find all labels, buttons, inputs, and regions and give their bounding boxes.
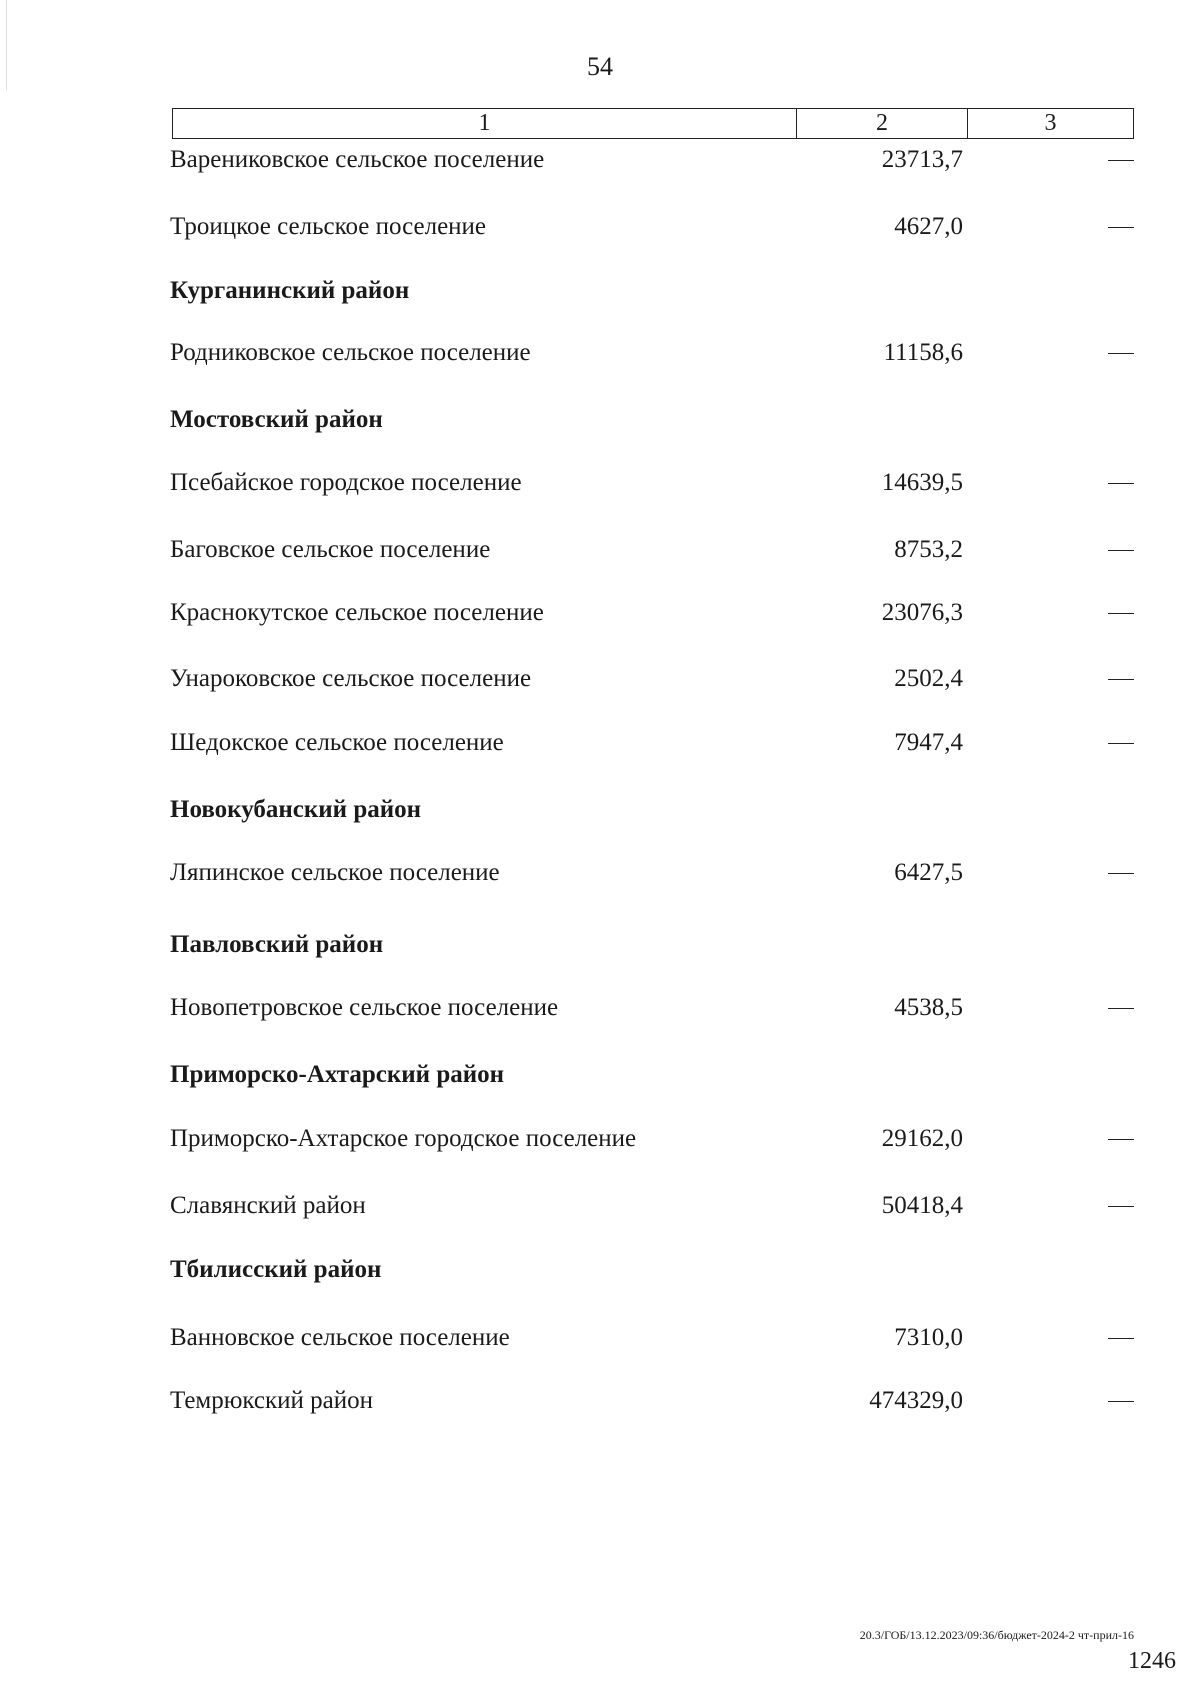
empty-cell-dash [1108,873,1134,874]
settlement-name: Ванновское сельское поселение [170,1324,510,1351]
amount-value: 4538,5 [894,994,963,1021]
settlement-name: Новопетровское сельское поселение [170,994,559,1021]
district-heading-row [0,793,1200,827]
settlement-name: Псебайское городское поселение [170,469,522,496]
settlement-name: Приморско-Ахтарское городское поселение [170,1125,637,1152]
amount-value: 23076,3 [881,599,963,626]
amount-value: 29162,0 [881,1125,963,1152]
empty-cell-dash [1108,1008,1134,1009]
district-name: Тбилисский район [170,1256,382,1283]
amount-value: 11158,6 [883,339,963,366]
column-header-row [172,108,1134,139]
table-row [0,662,1200,696]
amount-value: 14639,5 [881,469,963,496]
page-number: 54 [587,52,613,81]
empty-cell-dash [1108,483,1134,484]
settlement-name: Родниковское сельское поселение [170,339,531,366]
amount-value: 6427,5 [894,859,963,886]
amount-value: 7947,4 [894,729,963,756]
column-header-3: 3 [1044,110,1057,136]
settlement-name: Унароковское сельское поселение [170,665,532,692]
settlement-name: Шедокское сельское поселение [170,729,504,756]
table-row [0,1189,1200,1223]
amount-value: 2502,4 [894,665,963,692]
empty-cell-dash [1108,1401,1134,1402]
amount-value: 474329,0 [869,1387,963,1414]
table-row [0,726,1200,760]
district-heading-row [0,928,1200,962]
column-header-1: 1 [173,109,797,138]
table-row [0,143,1200,177]
empty-cell-dash [1108,743,1134,744]
district-name: Павловский район [170,931,384,958]
empty-cell-dash [1108,1206,1134,1207]
settlement-name: Баговское сельское поселение [170,536,491,563]
amount-value: 8753,2 [894,536,963,563]
empty-cell-dash [1108,679,1134,680]
table-row [0,533,1200,567]
district-name: Новокубанский район [170,796,422,823]
settlement-name: Краснокутское сельское поселение [170,599,544,626]
table-row [0,596,1200,630]
empty-cell-dash [1108,1139,1134,1140]
sheet-number: 1246 [1128,1648,1176,1674]
table-row [0,210,1200,244]
district-heading-row [0,274,1200,308]
empty-cell-dash [1108,613,1134,614]
district-heading-row [0,1253,1200,1287]
empty-cell-dash [1108,160,1134,161]
amount-value: 4627,0 [894,213,963,240]
amount-value: 23713,7 [881,146,963,173]
district-heading-row [0,1058,1200,1092]
table-row [0,856,1200,890]
settlement-name: Славянский район [170,1192,366,1219]
settlement-name: Варениковское сельское поселение [170,146,545,173]
empty-cell-dash [1108,550,1134,551]
district-name: Приморско-Ахтарский район [170,1061,505,1088]
document-reference: 20.3/ГОБ/13.12.2023/09:36/бюджет-2024-2 чт-прил-16 [859,1628,1134,1642]
settlement-name: Троицкое сельское поселение [170,213,487,240]
table-row [0,991,1200,1025]
amount-value: 7310,0 [894,1324,963,1351]
empty-cell-dash [1108,1338,1134,1339]
settlement-name: Темрюкский район [170,1387,374,1414]
amount-value: 50418,4 [881,1192,963,1219]
district-name: Курганинский район [170,277,410,304]
empty-cell-dash [1108,227,1134,228]
table-row [0,1321,1200,1355]
table-row [0,1122,1200,1156]
district-heading-row [0,403,1200,437]
district-name: Мостовский район [170,406,383,433]
table-row [0,336,1200,370]
column-header-2: 2 [797,109,968,138]
empty-cell-dash [1108,353,1134,354]
settlement-name: Ляпинское сельское поселение [170,859,500,886]
table-row [0,466,1200,500]
table-row [0,1384,1200,1418]
